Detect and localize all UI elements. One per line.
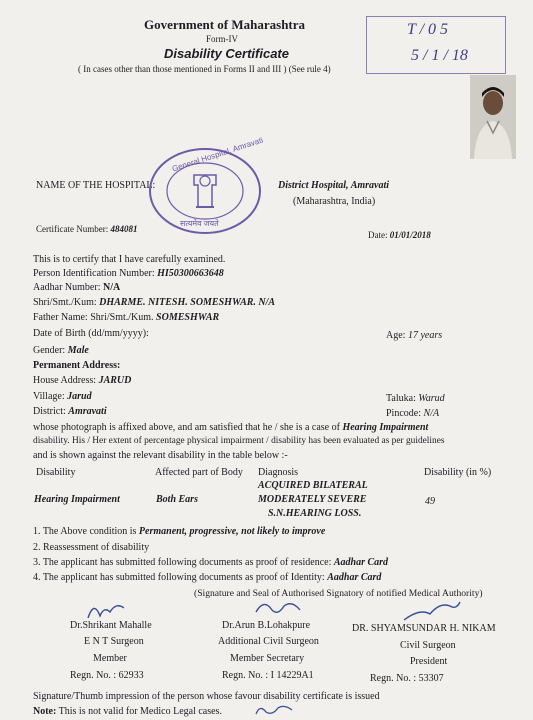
inward-stamp — [366, 16, 506, 74]
paragraph-case: Hearing Impairment — [342, 422, 429, 433]
dob-label: Date of Birth (dd/mm/yyyy): — [33, 328, 149, 339]
table-cell-part: Both Ears — [156, 494, 198, 505]
signatory-1-title: Member — [93, 653, 127, 664]
signatory-2-name: Dr.Arun B.Lohakpure — [222, 620, 311, 631]
table-header-percent: Disability (in %) — [424, 467, 492, 478]
seal-motto: सत्यमेव जयते — [180, 219, 219, 228]
table-cell-diagnosis-2: MODERATELY SEVERE — [258, 494, 367, 505]
pid-row — [33, 268, 224, 279]
father-label: Father Name: Shri/Smt./Kum. — [33, 312, 154, 323]
house-row — [33, 375, 131, 386]
signature-3-icon — [400, 598, 464, 624]
aadhar-row — [33, 282, 120, 293]
note-4-prefix: 4. The applicant has submitted following documents as proof of Identity: — [33, 572, 325, 583]
hospital-location: (Maharashtra, India) — [293, 196, 376, 207]
table-header-part: Affected part of Body — [155, 467, 243, 478]
father-value: SOMESHWAR — [156, 312, 220, 323]
signatory-1-regn: Regn. No. : 62933 — [70, 670, 144, 681]
name-row — [33, 297, 275, 308]
taluka-label: Taluka: — [386, 393, 416, 404]
name-value: DHARME. NITESH. SOMESHWAR. N/A — [99, 297, 276, 308]
note-2: 2. Reassessment of disability — [33, 542, 150, 553]
seal-text: General Hospital, Amravati — [170, 135, 265, 174]
certificate-number-row — [36, 224, 137, 234]
village-row — [33, 391, 92, 402]
district-label: District: — [33, 406, 66, 417]
hospital-name: District Hospital, Amravati — [278, 180, 390, 191]
note-3-value: Aadhar Card — [333, 557, 389, 568]
taluka-row — [386, 393, 445, 404]
signatory-3-name: DR. SHYAMSUNDAR H. NIKAM — [352, 623, 496, 634]
date-label: Date: — [368, 230, 388, 240]
stamp-number: T / 0 5 — [407, 21, 449, 38]
government-heading: Government of Maharashtra — [144, 17, 306, 32]
signatory-2-role: Additional Civil Surgeon — [218, 636, 319, 647]
note-3-prefix: 3. The applicant has submitted following documents as proof of residence: — [33, 557, 332, 568]
aadhar-label: Aadhar Number: — [33, 282, 101, 293]
photo-portrait — [470, 75, 516, 159]
note-1-value: Permanent, progressive, not likely to improve — [138, 526, 326, 537]
table-cell-percent: 49 — [425, 496, 435, 507]
footer-note — [33, 706, 222, 717]
pincode-value: N/A — [423, 408, 440, 419]
note-text: This is not valid for Medico Legal cases. — [58, 706, 222, 717]
age-row — [386, 330, 442, 341]
paragraph-line-2: disability. His / Her extent of percentage physical impairment / disability has been evaluated as per guidelines — [33, 436, 445, 446]
age-value: 17 years — [407, 330, 443, 341]
father-row — [33, 312, 219, 323]
village-label: Village: — [33, 391, 65, 402]
certificate-number-label: Certificate Number: — [36, 224, 109, 234]
village-value: Jarud — [67, 391, 92, 402]
certificate-number: 484081 — [110, 224, 138, 234]
signatory-3-role: Civil Surgeon — [400, 640, 456, 651]
certificate-subtitle: ( In cases other than those mentioned in Forms II and III ) (See rule 4) — [78, 64, 331, 74]
paragraph-line-1 — [33, 422, 428, 433]
pincode-row — [386, 408, 439, 419]
gender-label: Gender: — [33, 345, 66, 356]
applicant-photo — [470, 75, 516, 159]
signatory-2-title: Member Secretary — [230, 653, 305, 664]
signatory-1-role: E N T Surgeon — [84, 636, 144, 647]
thumb-impression-line: Signature/Thumb impression of the person whose favour disability certificate is issued — [33, 691, 380, 702]
stamp-date: 5 / 1 / 18 — [411, 47, 468, 64]
signatory-3-title: President — [410, 656, 448, 667]
pid-label: Person Identification Number: — [33, 268, 155, 279]
signatory-3-regn: Regn. No. : 53307 — [370, 673, 444, 684]
permanent-address-heading: Permanent Address: — [33, 360, 121, 371]
hospital-label: NAME OF THE HOSPITAL: — [36, 180, 156, 191]
paragraph-a: whose photograph is affixed above, and am satisfied that he / she is a case of — [33, 422, 340, 433]
note-1 — [33, 526, 325, 537]
note-label: Note: — [33, 706, 57, 717]
pincode-label: Pincode: — [386, 408, 421, 419]
table-cell-diagnosis-1: ACQUIRED BILATERAL — [258, 480, 368, 491]
intro-line: This is to certify that I have carefully examined. — [33, 254, 226, 265]
house-value: JARUD — [98, 375, 132, 386]
age-label: Age: — [386, 330, 406, 341]
note-3 — [33, 557, 388, 568]
signatory-1-name: Dr.Shrikant Mahalle — [70, 620, 152, 631]
paragraph-line-3: and is shown against the relevant disability in the table below :- — [33, 450, 288, 461]
signature-caption: (Signature and Seal of Authorised Signatory of notified Medical Authority) — [194, 588, 483, 599]
table-cell-diagnosis-3: S.N.HEARING LOSS. — [268, 508, 362, 519]
gender-value: Male — [67, 345, 89, 356]
district-value: Amravati — [68, 406, 107, 417]
note-4 — [33, 572, 381, 583]
note-1-prefix: 1. The Above condition is — [33, 526, 137, 537]
certificate-date-row — [368, 230, 431, 240]
aadhar-value: N/A — [102, 282, 121, 293]
table-header-diagnosis: Diagnosis — [258, 467, 298, 478]
gender-row — [33, 345, 89, 356]
applicant-signature-icon — [252, 702, 298, 718]
name-label: Shri/Smt./Kum: — [33, 297, 97, 308]
note-4-value: Aadhar Card — [327, 572, 382, 583]
signatory-2-regn: Regn. No. : I 14229A1 — [222, 670, 314, 681]
table-header-disability: Disability — [36, 467, 76, 478]
district-row — [33, 406, 107, 417]
certificate-title: Disability Certificate — [164, 46, 289, 61]
table-cell-disability: Hearing Impairment — [34, 494, 120, 505]
certificate-date: 01/01/2018 — [389, 230, 431, 240]
pid-value: HI50300663648 — [157, 268, 224, 279]
house-label: House Address: — [33, 375, 97, 386]
taluka-value: Warud — [418, 393, 445, 404]
form-number: Form-IV — [206, 34, 238, 44]
signature-2-icon — [250, 596, 310, 620]
